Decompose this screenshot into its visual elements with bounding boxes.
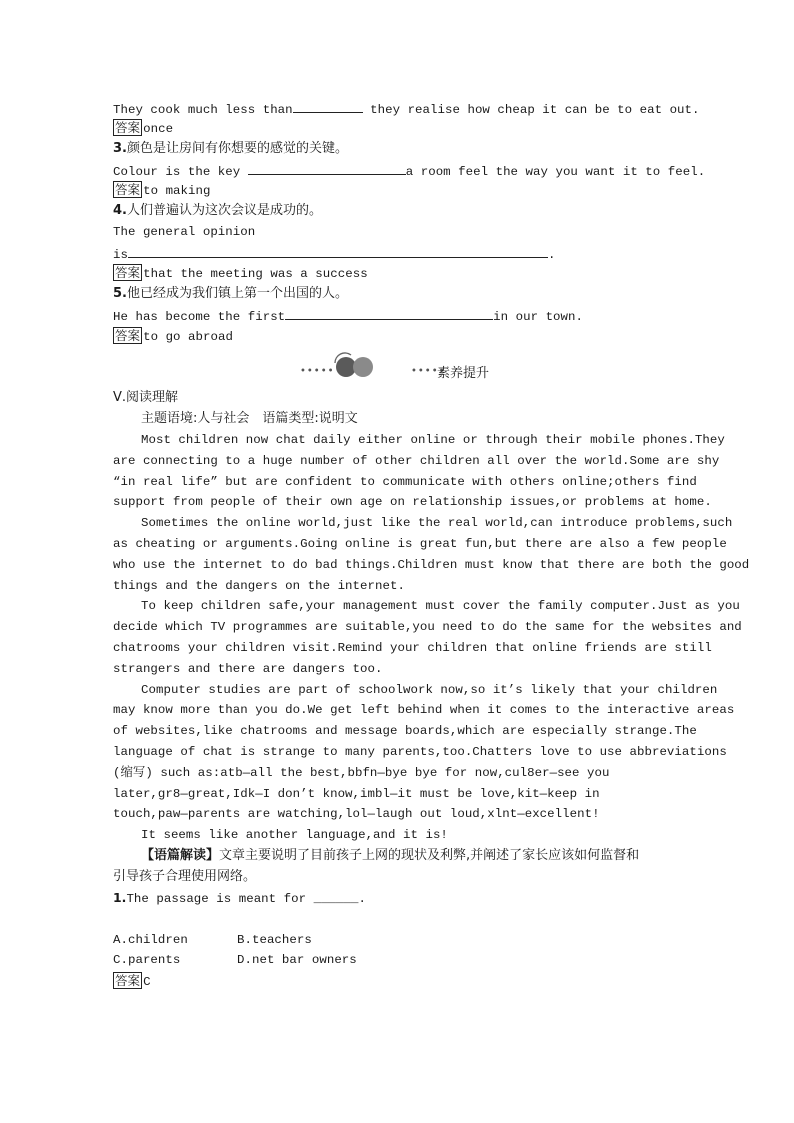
answer-text: C (143, 975, 151, 989)
sentence-text: in our town. (493, 310, 583, 324)
option-c[interactable]: C.parents (113, 953, 181, 967)
question-1 (113, 889, 366, 908)
sentence-text: a room feel the way you want it to feel. (405, 165, 706, 179)
question-5-cn (113, 285, 348, 303)
passage-line: touch,paw—parents are watching,lol—laugh out loud,xlnt—excellent! (113, 807, 600, 821)
passage-line: language of chat is strange to many parents,too.Chatters love to use abbreviations (113, 745, 727, 759)
passage-line: (缩写) such as:atb—all the best,bbfn—bye bye for now,cul8er—see you (113, 766, 610, 780)
question-3-cn (113, 140, 348, 158)
fill-blank[interactable] (128, 244, 548, 258)
passage-line: Sometimes the online world,just like the real world,can introduce problems,such (141, 516, 733, 530)
answer-badge: 答案 (115, 182, 141, 197)
answer-row (113, 181, 210, 200)
answer-text: once (143, 122, 174, 136)
passage-line: who use the internet to do bad things.Children must know that there are both the good (113, 558, 750, 572)
sentence-text: Colour is the key (113, 165, 248, 179)
sentence-text: They cook much less than (113, 103, 293, 117)
sentence-text: He has become the first (113, 310, 286, 324)
passage-line: of websites,like chatrooms and message boards,which are especially strange.The (113, 724, 697, 738)
question-4-en-2 (113, 244, 555, 264)
question-3-en (113, 161, 705, 181)
fill-blank[interactable] (285, 306, 493, 320)
sentence-text: The general opinion (113, 225, 256, 239)
question-5-en (113, 306, 583, 326)
answer-row (113, 972, 151, 991)
question-number: 1. (113, 890, 127, 905)
passage-line: chatrooms your children visit.Remind your children that online friends are still (113, 641, 712, 655)
analysis-line-1 (141, 847, 639, 865)
question-text: 他已经成为我们镇上第一个出国的人。 (126, 286, 348, 301)
analysis-line-2: 引导孩子合理使用网络。 (113, 869, 257, 884)
circles-icon (331, 351, 377, 379)
answer-text: that the meeting was a success (143, 267, 368, 281)
question-number: 5. (113, 286, 127, 301)
fill-blank[interactable] (293, 99, 363, 113)
question-text: 颜色是让房间有你想要的感觉的关键。 (126, 141, 348, 156)
options-row-1 (113, 931, 361, 949)
passage-line: Most children now chat daily either online or through their mobile phones.They (141, 433, 725, 447)
section-title: 素养提升 (437, 366, 490, 381)
option-a[interactable]: A.children (113, 933, 188, 947)
answer-badge: 答案 (115, 973, 141, 988)
passage-line: may know more than you do.We get left behind when it comes to the interactive areas (113, 703, 735, 717)
answer-text: to go abroad (143, 330, 233, 344)
answer-badge: 答案 (115, 120, 141, 135)
sentence-line-top (113, 99, 700, 119)
sentence-text: they realise how cheap it can be to eat out. (362, 103, 700, 117)
analysis-text: 文章主要说明了目前孩子上网的现状及利弊,并阐述了家长应该如何监督和 (219, 848, 640, 863)
passage-line: To keep children safe,your management must cover the family computer.Just as you (141, 599, 740, 613)
question-number: 4. (113, 203, 127, 218)
answer-badge: 答案 (115, 328, 141, 343)
reading-meta: 主题语境:人与社会 语篇类型:说明文 (141, 411, 358, 426)
passage-line: later,gr8—great,Idk—I don’t know,imbl—it must be love,kit—keep in (113, 787, 600, 801)
question-number: 3. (113, 141, 127, 156)
question-text: The passage is meant for ______. (126, 892, 366, 906)
passage-line: Computer studies are part of schoolwork now,so it’s likely that your children (141, 683, 718, 697)
reading-heading: Ⅴ.阅读理解 (113, 390, 179, 405)
sentence-text: . (547, 248, 556, 262)
answer-row (113, 119, 173, 138)
options-row-2 (113, 951, 361, 969)
answer-badge: 答案 (115, 265, 141, 280)
passage-line: as cheating or arguments.Going online is great fun,but there are also a few people (113, 537, 727, 551)
answer-text: to making (143, 184, 211, 198)
passage-line: decide which TV programmes are suitable,you need to do the same for the websites and (113, 620, 742, 634)
option-b[interactable]: B.teachers (237, 933, 312, 947)
dots-left-decoration: ••••• (300, 366, 335, 377)
passage-line: support from people of their own age on relationship issues,or problems at home. (113, 495, 712, 509)
dots-right-decoration: ••••• (411, 366, 446, 377)
question-text: 人们普遍认为这次会议是成功的。 (126, 203, 322, 218)
passage-line: It seems like another language,and it is! (141, 828, 448, 842)
passage-line: strangers and there are dangers too. (113, 662, 383, 676)
sentence-text: is (113, 248, 128, 262)
passage-line: things and the dangers on the internet. (113, 579, 405, 593)
question-4-en-1 (113, 223, 255, 241)
fill-blank[interactable] (248, 161, 406, 175)
question-4-cn (113, 202, 322, 220)
answer-row (113, 264, 368, 283)
option-d[interactable]: D.net bar owners (237, 953, 357, 967)
analysis-tag: 【语篇解读】 (141, 848, 220, 863)
passage-line: are connecting to a huge number of other children all over the world.Some are shy (113, 454, 720, 468)
answer-row (113, 327, 233, 346)
passage-line: “in real life” but are confident to communicate with others online;others find (113, 475, 697, 489)
